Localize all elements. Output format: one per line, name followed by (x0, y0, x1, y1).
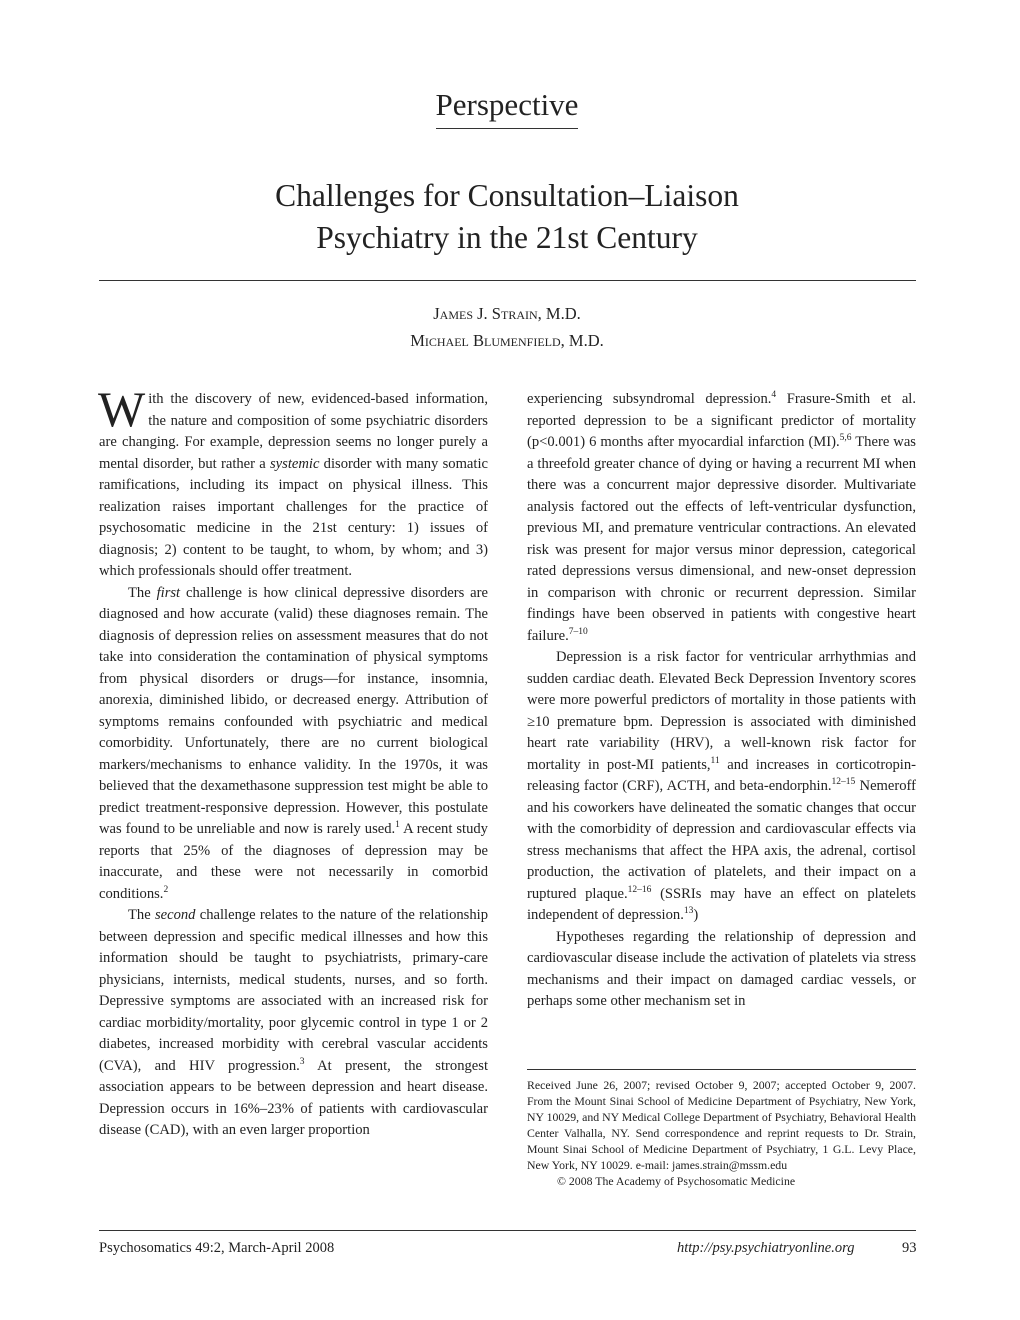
author-1: James J. Strain, M.D. (433, 304, 581, 323)
paragraph-5: Depression is a risk factor for ventricular arrhythmias and sudden cardiac death. Elevated Beck Depression Inventory scores were more powerful predictors of mortality in those patients with ≥10 premature bpm. Depression is associated with diminished heart rate variability (HRV), a well-known risk factor for mortality in post-MI patients,$^{11}$ and increases in corticotropin-releasing factor (CRF), ACTH, and beta-endorphin.$^{12-15}$ Nemeroff and his coworkers have delineated the somatic changes that occur with the comorbidity of depression and cardiovascular effects via stress mechanisms that affect the HPA axis, the adrenal, cortisol production, the activation of platelets, and their impact on a ruptured plaque.$^{12-16}$ (SSRIs may have an effect on platelets independent of depression.$^{13}$) (527, 649, 916, 923)
article-footnote (527, 1077, 916, 1189)
footnote-divider (527, 1069, 916, 1070)
title-divider (99, 280, 916, 281)
footer-divider (99, 1230, 916, 1231)
author-2: Michael Blumenfield, M.D. (410, 331, 604, 350)
citation: 4 (771, 390, 777, 401)
journal-url[interactable]: http://psy.psychiatryonline.org (677, 1240, 855, 1256)
citation: 12–16 (627, 884, 652, 895)
citation: 11 (710, 755, 720, 766)
paragraph-6: Hypotheses regarding the relationship of depression and cardiovascular disease include the activation of platelets via stress mechanisms and their impact on damaged cardiac vessels, or perhaps some other mechanism set in (527, 928, 916, 1009)
footnote-text: Received June 26, 2007; revised October 9, 2007; accepted October 9, 2007. From the Mount Sinai School of Medicine Department of Psychiatry, New York, NY 10029, and NY Medical College Department of Psychiatry, Behavioral Health Center Valhalla, NY. Send correspondence and reprint requests to Dr. Strain, Mount Sinai School of Medicine Department of Psychiatry, 1 G.L. Levy Place, New York, NY 10029. e-mail: james.strain@mssm.edu (527, 1078, 916, 1172)
citation: 5,6 (839, 433, 852, 444)
citation: 1 (395, 820, 400, 831)
citation: 7–10 (568, 626, 588, 637)
paragraph-1: With the discovery of new, evidenced-based information, the nature and composition of some psychiatric disorders are changing. For example, depression seems no longer purely a mental disorder, but rather a systemic disorder with many somatic ramifications, including its impact on physical illness. This realization raises important challenges for the practice of psychosomatic medicine in the 21st century: 1) issues of diagnosis; 2) content to be taught, to whom, by whom; and 3) which professionals should offer treatment. (98, 381, 488, 579)
left-column (98, 381, 488, 1142)
section-label (0, 86, 1014, 129)
copyright-notice: © 2008 The Academy of Psychosomatic Medicine (557, 1174, 796, 1188)
journal-citation: Psychosomatics 49:2, March-April 2008 (99, 1240, 335, 1256)
citation: 12–15 (831, 777, 856, 788)
drop-cap: W (98, 381, 146, 437)
right-column (527, 389, 916, 1013)
title-line-1: Challenges for Consultation–Liaison (275, 178, 739, 213)
page-number: 93 (902, 1240, 917, 1256)
title-line-2: Psychiatry in the 21st Century (316, 220, 698, 255)
paragraph-4: experiencing subsyndromal depression.$^4$ Frasure-Smith et al. reported depression to be a significant predictor of mortality (p<0.001) 6 months after myocardial infarction (MI).$^{5,6}$ There was a threefold greater chance of dying or having a recurrent MI when there was a concurrent major depressive disorder. Multivariate analysis factored out the effects of left-ventricular dysfunction, previous MI, and premature ventricular contractions. An elevated risk was present for major versus minor depression, categorical rated depressions versus dimensional, and new-onset depression in comparison with chronic or recurrent depression. Similar findings have been observed in patients with congestive heart failure.$^{7-10}$ (527, 390, 916, 644)
article-title (0, 175, 1014, 259)
paragraph-2: The first challenge is how clinical depressive disorders are diagnosed and how accurate (valid) these diagnoses remain. The diagnosis of depression relies on assessment measures that do not take into consideration the contamination of physical symptoms from physical disorders or drugs—for instance, insomnia, anorexia, diminished libido, or decreased energy. Attribution of symptoms remains confounded with psychiatric and medical comorbidity. Unfortunately, there are no current biological markers/mechanisms to enhance validity. In the 1970s, it was believed that the dexamethasone suppression test might be able to predict treatment-responsive depression. However, this postulate was found to be unreliable and now is rarely used.$^1$ A recent study reports that 25% of the diagnoses of depression may be inaccurate, and these were not necessarily in comorbid conditions.$^2$ (99, 584, 488, 902)
author-list (0, 300, 1014, 354)
paragraph-3: The second challenge relates to the nature of the relationship between depression and specific medical illnesses and how this information should be taught to psychiatrists, primary-care physicians, internists, medical students, nurses, and so forth. Depressive symptoms are associated with an increased risk for cardiac morbidity/mortality, poor glycemic control in type 1 or 2 diabetes, increased morbidity with cerebral vascular accidents (CVA), and HIV progression.$^3$ At present, the strongest association appears to be between depression and heart disease. Depression occurs in 16%–23% of patients with cardiovascular disease (CAD), with an even larger proportion (99, 907, 488, 1138)
section-heading: Perspective (436, 86, 579, 129)
citation: 3 (299, 1056, 305, 1067)
citation: 13 (683, 906, 694, 917)
citation: 2 (163, 884, 169, 895)
